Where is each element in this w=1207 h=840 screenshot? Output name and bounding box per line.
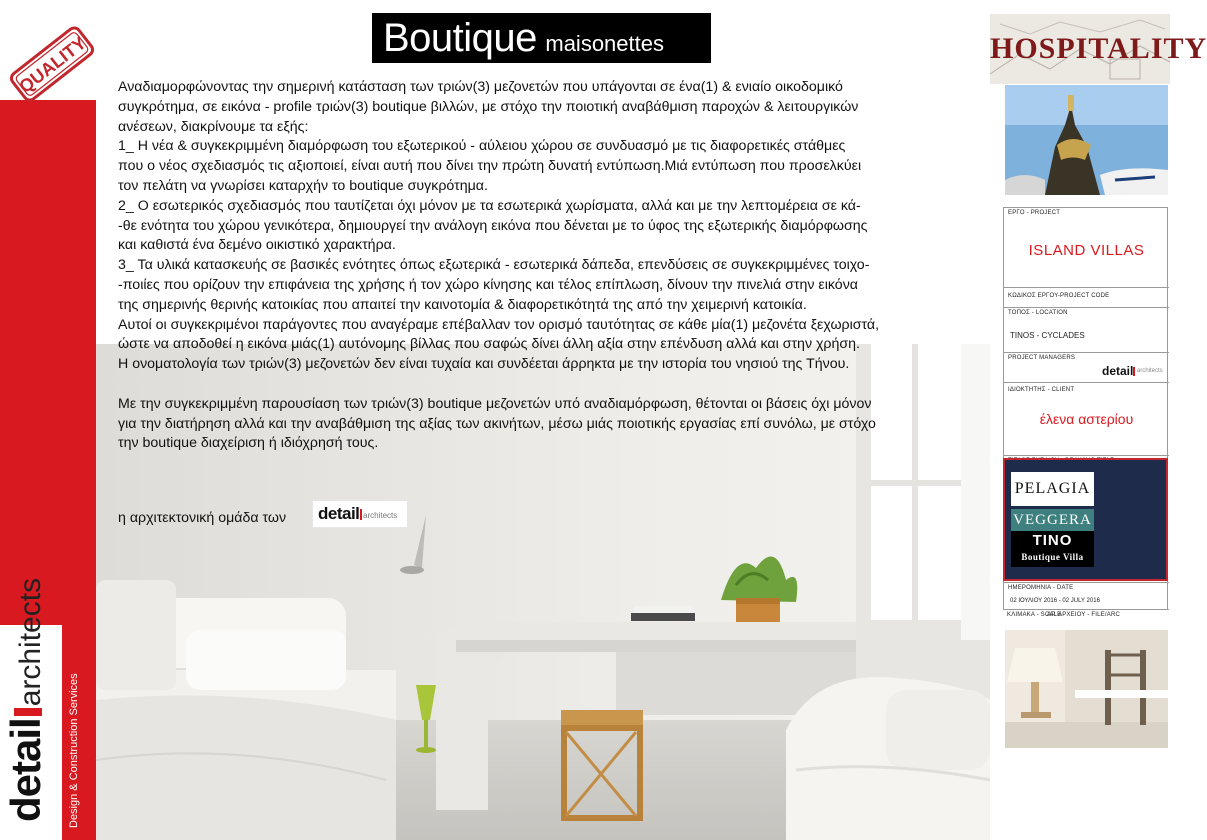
body-line: που ο νέος σχεδιασμός τις αξιοποιεί, είναι αυτή που δίνει την πρώτη δυνατή εντύπωση.Μιά εντύπωση που προσελκύει [118,158,862,175]
body-line: την boutique διαχείριση ή ιδιόχρησή τους. [118,435,379,452]
file-label: ΑΡ. ΑΡΧΕΙΟΥ - FILE/ARC [1047,612,1121,618]
location-label: ΤΟΠΟΣ - LOCATION [1008,310,1068,316]
body-line: ώστε να αποδοθεί η εικόνα μιάς(1) αυτόνομης βίλλας που σαφώς δίνει άλλη αξία στην επένδυση αλλά και στην χρήση. [118,336,860,353]
code-row [1004,288,1169,308]
client-label: ΙΔΙΟΚΤΗΤΗΣ - CLIENT [1008,387,1075,393]
body-line: 2_ Ο εσωτερικός σχεδιασμός που ταυτίζεται όχι μόνον με τα εσωτερικά χωρίσματα, αλλά και με την λεπτομέρεια σε κά- [118,197,861,214]
scale-label: ΚΛΙΜΑΚΑ - SCALE [1007,612,1062,618]
logo-red-bar [14,708,42,716]
pm-logo-architects: architects [1137,368,1163,374]
date-value: 02 ΙΟΥΛΙΟΥ 2016 - 02 JULY 2016 [1010,598,1100,604]
body-line: 1_ Η νέα & συγκεκριμμένη διαμόρφωση του εξωτερικού - αύλειου χώρου σε συνδυασμό με τις διαφορετικές στάθμες [118,138,846,155]
services-text: Design & Construction Services [68,673,80,828]
signature-logo [312,500,408,528]
pm-logo-detail: detail [1102,364,1134,378]
tag-tino [1011,531,1094,567]
pm-logo-bar [1133,367,1135,376]
body-line: Αυτοί οι συγκεκριμένοι παράγοντες που αναγέραμε επέβαλλαν τον ορισμό ταυτότητας σε κάθε μία(1) μεζονέτα ξεχωριστά, [118,316,880,333]
body-line: 3_ Τα υλικά κατασκευής σε βασικές ενότητες όπως εξωτερικά - εσωτερικά δάπεδα, επενδύσεις σε συγκεκριμμένες τοιχο- [118,257,870,274]
hospitality-title: HOSPITALITY [990,32,1207,65]
body-line: -ποιίες που ορίζουν την επιφάνεια της χρήσης ή τον χώρο κίνησης και τέλος επίπλωση, δίνουν την πινελιά στην εικόνα [118,276,858,293]
body-line: τον πελάτη να γνωρίσει καταρχήν το boutique συγκρότημα. [118,177,488,194]
body-line: συγκρότημα, σε εικόνα - profile τριών(3) boutique βιλλών, με στόχο την ποιοτική αναβάθμιση παροχών & λειτουργικών [118,98,859,115]
logo-detail-text: detail [2,718,49,822]
date-label: ΗΜΕΡΟΜΗΝΙΑ - DATE [1008,585,1074,591]
date-row [1004,582,1169,610]
signature-line [118,500,518,530]
pm-logo [1102,364,1162,382]
quality-seal-icon [6,18,98,110]
drawing-title-box [1003,458,1168,581]
project-row [1004,208,1169,288]
main-area [96,0,990,840]
hospitality-banner [990,14,1207,84]
scale-row [1003,611,1168,623]
project-label: ΕΡΓΟ - PROJECT [1008,210,1061,216]
location-row [1004,308,1169,353]
body-line: ανέσεων, διακρίνουμε τα εξής: [118,118,309,135]
tag-boutique-villa: Boutique Villa [1021,552,1084,562]
body-line: Με την συγκεκριμμένη παρουσίαση των τριών(3) boutique μεζονετών υπό αναδιαμόρφωση, θέτονται οι βάσεις όχι μόνον [118,395,872,412]
tag-veggera: VEGGERA [1011,509,1094,531]
pm-label: PROJECT MANAGERS [1008,355,1076,361]
title-main: Boutique [383,16,537,60]
logo-architects-text: architects [14,577,47,707]
vertical-company-logo [2,578,50,822]
body-line: Αναδιαμορφώνοντας την σημερινή κατάσταση των τριών(3) μεζονετών που υπάγονται σε ένα(1) & ενιαίο οικοδομικό [118,79,843,95]
sig-logo-architects: architects [363,511,398,520]
title-banner [372,13,711,63]
tinos-procession-photo [1005,85,1168,195]
sig-logo-bar [360,509,362,520]
project-value: ISLAND VILLAS [1028,242,1145,259]
body-line: για την διατήρηση αλλά και την αναβάθμιση της αξίας των ακινήτων, μέσω μιάς ποιοτικής εργασίας επί συνόλω, με στόχο [118,415,876,432]
body-line: και καθιστά ένα δεμένο οικιστικό χαρακτήρα. [118,237,396,254]
sig-logo-detail: detail [318,504,360,523]
body-paragraphs [118,78,984,454]
seal-text: QUALITY [15,32,90,97]
body-line: -θε ενότητα του χώρου γενικότερα, δημιουργεί την ανάλογη εικόνα που δένεται με το ύφος της εξωτερικής διαμόρφωσης [118,217,868,234]
signature-text: η αρχιτεκτονική ομάδα των [118,510,287,526]
location-value: TINOS - CYCLADES [1010,331,1085,340]
client-value: έλενα αστερίου [1039,411,1134,427]
body-line: Η ονοματολογία των τριών(3) μεζονετών δεν είναι τυχαία και συνδέεται άρρηκτα με την ιστορία του νησιού της Τήνου. [118,356,850,373]
title-sub: maisonettes [545,31,664,56]
lamp-photo [1005,630,1168,748]
body-line: της σημερινής θερινής κατοικίας που απαιτεί την καινοτομία & διαφορετικότητά της από την χειμερινή κατοικία. [118,296,807,313]
client-row [1004,383,1169,456]
tag-pelagia: PELAGIA [1011,472,1094,506]
code-label: ΚΩΔΙΚΟΣ ΕΡΓΟΥ-PROJECT CODE [1008,293,1110,299]
tag-tino-name: TINO [1032,532,1073,549]
